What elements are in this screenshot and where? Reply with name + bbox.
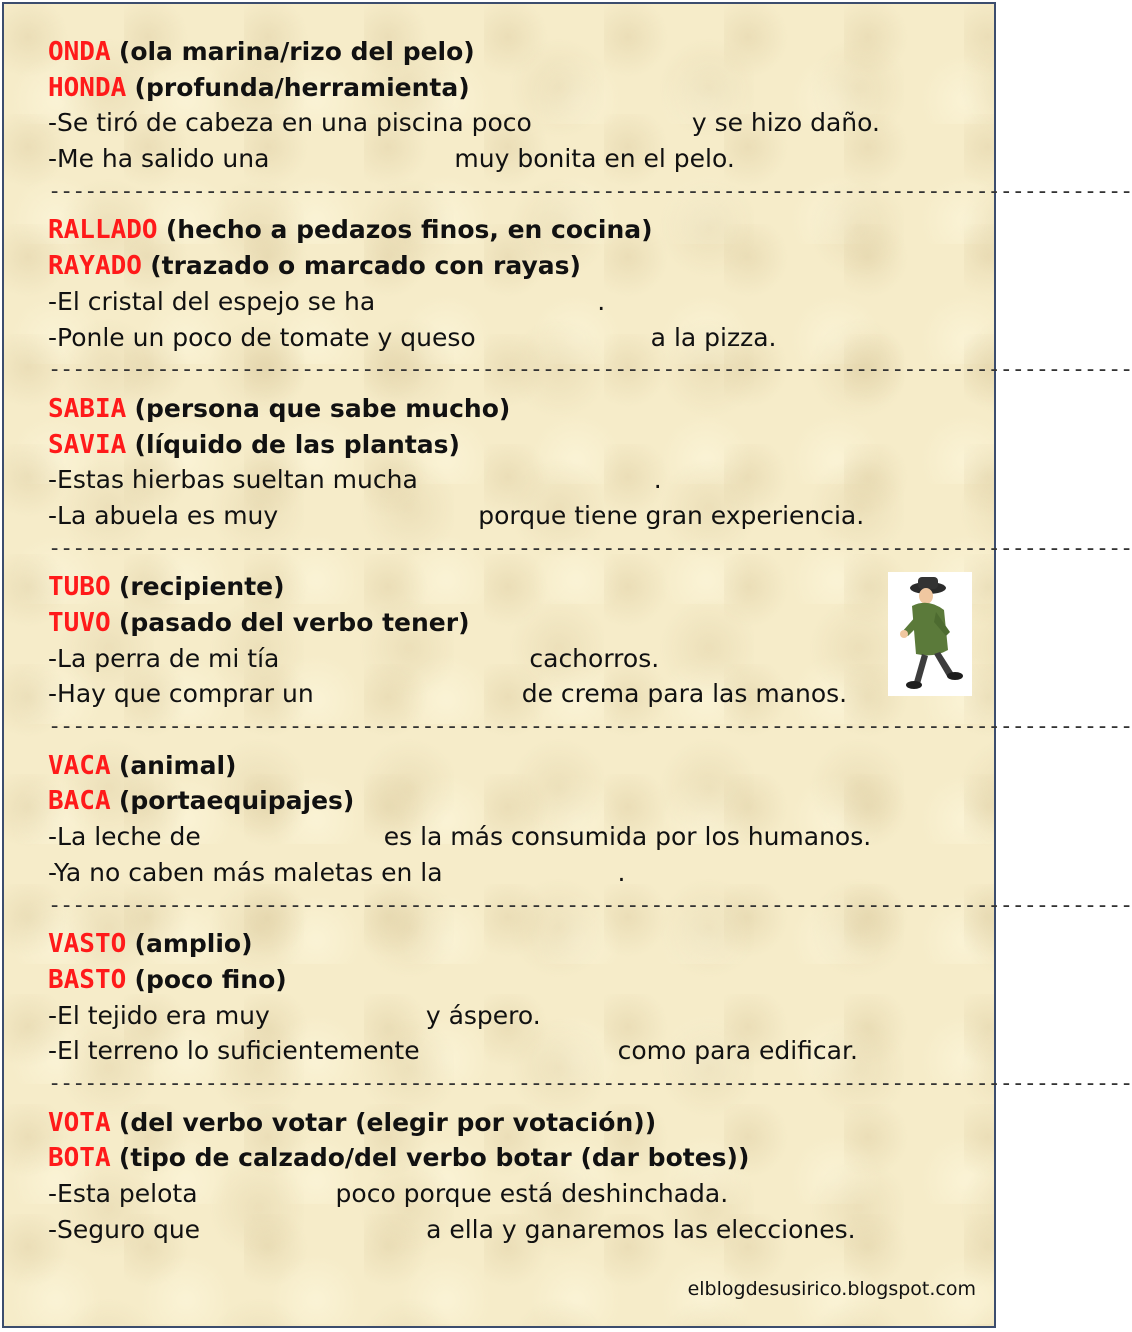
exercise-sentence	[48, 498, 978, 534]
exercise-sentence	[48, 855, 978, 891]
sentence-start: -Hay que comprar un	[48, 679, 314, 709]
sentence-end: y áspero.	[425, 1000, 541, 1030]
word-meaning: (poco fino)	[134, 964, 287, 994]
sentence-start: -Esta pelota	[48, 1179, 198, 1208]
exercise-sentence	[48, 1176, 978, 1212]
sentence-start: -La abuela es muy	[48, 500, 279, 530]
homophone-word: VACA	[48, 750, 111, 781]
definition-line	[48, 34, 978, 70]
homophone-word: BACA	[48, 786, 111, 817]
word-meaning: (del verbo votar (elegir por votación))	[118, 1107, 657, 1137]
homophone-word: BASTO	[48, 964, 127, 995]
sentence-end: es la más consumida por los humanos.	[383, 822, 872, 852]
definition-line	[48, 391, 978, 427]
exercise-sentence	[48, 1033, 978, 1069]
sentence-end: a ella y ganaremos las elecciones.	[426, 1214, 856, 1244]
exercise-sentence	[48, 284, 978, 320]
sentence-end: .	[653, 465, 662, 495]
homophone-word: ONDA	[48, 37, 111, 67]
word-meaning: (animal)	[118, 750, 237, 780]
definition-line	[48, 1105, 978, 1141]
sentence-start: -La perra de mi tía	[48, 643, 280, 673]
dashed-separator: ------------------------------------------------------------------------------------------	[48, 892, 1132, 918]
definition-line	[48, 427, 978, 463]
detective-walking-icon	[888, 572, 972, 696]
dashed-separator: ------------------------------------------------------------------------------------------	[48, 178, 1132, 204]
definition-line	[48, 783, 978, 819]
exercise-list	[48, 34, 1132, 1247]
exercise-sentence	[48, 998, 978, 1034]
word-meaning: (pasado del verbo tener)	[118, 608, 470, 637]
word-meaning: (persona que sabe mucho)	[134, 393, 511, 423]
sentence-end: a la pizza.	[650, 322, 777, 352]
definition-line	[48, 748, 978, 784]
homophone-word: TUVO	[48, 608, 111, 638]
exercise-sentence	[48, 462, 978, 498]
homophone-word: BOTA	[48, 1143, 111, 1174]
sentence-end: cachorros.	[529, 643, 660, 673]
word-meaning: (profunda/herramienta)	[134, 72, 470, 102]
word-meaning: (recipiente)	[118, 572, 285, 602]
sentence-start: -El terreno lo suficientemente	[48, 1036, 420, 1066]
sentence-start: -El cristal del espejo se ha	[48, 286, 376, 316]
exercise-sentence	[48, 320, 978, 356]
sentence-start: -Me ha salido una	[48, 144, 270, 174]
worksheet-page	[2, 2, 1132, 1328]
homophone-word: TUBO	[48, 572, 111, 603]
sentence-end: muy bonita en el pelo.	[454, 144, 735, 174]
sentence-end: .	[617, 857, 626, 887]
sentence-start: -Ponle un poco de tomate y queso	[48, 322, 476, 352]
footer-source: elblogdesusirico.blogspot.com	[687, 1278, 976, 1300]
sentence-end: como para edificar.	[617, 1036, 858, 1066]
definition-line	[48, 926, 978, 962]
word-meaning: (tipo de calzado/del verbo botar (dar botes))	[118, 1143, 750, 1173]
dashed-separator: ------------------------------------------------------------------------------------------	[48, 1070, 1132, 1096]
sentence-end: porque tiene gran experiencia.	[478, 500, 865, 530]
definition-line	[48, 248, 978, 284]
sentence-start: -Seguro que	[48, 1214, 201, 1244]
sentence-end: .	[597, 286, 606, 316]
word-meaning: (trazado o marcado con rayas)	[150, 251, 581, 281]
homophone-word: SABIA	[48, 393, 127, 424]
homophone-word: VOTA	[48, 1107, 111, 1138]
sentence-start: -Se tiró de cabeza en una piscina poco	[48, 108, 532, 138]
definition-line	[48, 1140, 978, 1176]
definition-line	[48, 605, 978, 641]
sentence-end: y se hizo daño.	[691, 108, 880, 138]
sentence-end: poco porque está deshinchada.	[335, 1179, 729, 1208]
dashed-separator: ------------------------------------------------------------------------------------------	[48, 714, 1132, 740]
exercise-sentence	[48, 676, 978, 712]
dashed-separator: ------------------------------------------------------------------------------------------	[48, 357, 1132, 383]
definition-line	[48, 569, 978, 605]
sentence-end: de crema para las manos.	[521, 679, 848, 709]
sentence-start: -Ya no caben más maletas en la	[48, 857, 443, 887]
exercise-sentence	[48, 819, 978, 855]
word-meaning: (portaequipajes)	[118, 786, 355, 816]
exercise-sentence	[48, 141, 978, 177]
homophone-word: SAVIA	[48, 429, 127, 460]
word-meaning: (ola marina/rizo del pelo)	[118, 37, 475, 66]
definition-line	[48, 70, 978, 106]
definition-line	[48, 962, 978, 998]
homophone-word: RAYADO	[48, 251, 142, 282]
exercise-sentence	[48, 641, 978, 677]
sentence-start: -La leche de	[48, 822, 201, 852]
word-meaning: (hecho a pedazos finos, en cocina)	[165, 215, 653, 245]
exercise-sentence	[48, 105, 978, 141]
sentence-start: -El tejido era muy	[48, 1000, 270, 1030]
word-meaning: (amplio)	[134, 929, 253, 959]
exercise-sentence	[48, 1212, 978, 1248]
word-meaning: (líquido de las plantas)	[134, 429, 460, 459]
definition-line	[48, 212, 978, 248]
homophone-word: HONDA	[48, 72, 127, 103]
dashed-separator: ------------------------------------------------------------------------------------------	[48, 535, 1132, 561]
homophone-word: VASTO	[48, 929, 127, 960]
homophone-word: RALLADO	[48, 215, 158, 246]
sentence-start: -Estas hierbas sueltan mucha	[48, 465, 418, 495]
